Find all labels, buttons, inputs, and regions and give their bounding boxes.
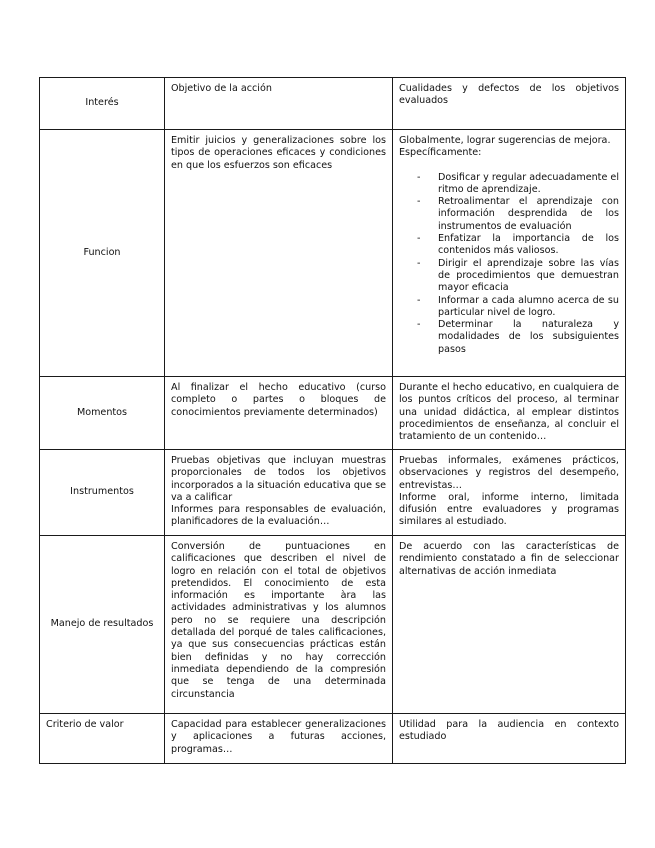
list-item: - Dosificar y regular adecuadamente el ritmo de aprendizaje.	[399, 172, 619, 197]
momentos-objetivo: Al finalizar el hecho educativo (curso completo o partes o bloques de conocimientos previamente determinados)	[165, 377, 393, 450]
funcion-bullet-list	[399, 172, 619, 356]
instrumentos-objetivo	[165, 450, 393, 536]
instrumentos-objetivo-p1: Pruebas objetivas que incluyan muestras proporcionales de todos los objetivos incorporados a la situación educativa que se va a calificar	[171, 455, 386, 503]
list-item: - Informar a cada alumno acerca de su particular nivel de logro.	[399, 295, 619, 320]
table-row-instrumentos	[40, 450, 626, 536]
table-row-criterio	[40, 714, 626, 764]
list-item: - Determinar la naturaleza y modalidades de los subsiguientes pasos	[399, 319, 619, 356]
criterio-objetivo: Capacidad para establecer generalizaciones y aplicaciones a futuras acciones, programas…	[165, 714, 393, 764]
header-objetivo: Objetivo de la acción	[165, 78, 393, 130]
funcion-intro-especifico: Específicamente:	[399, 147, 482, 159]
instrumentos-objetivo-p2: Informes para responsables de evaluación, planificadores de la evaluación…	[171, 504, 386, 528]
row-label-momentos: Momentos	[40, 377, 165, 450]
list-item: - Enfatizar la importancia de los contenidos más valiosos.	[399, 233, 619, 258]
list-item: - Dirigir el aprendizaje sobre las vías de procedimientos que demuestran mayor eficacia	[399, 258, 619, 295]
row-label-instrumentos: Instrumentos	[40, 450, 165, 536]
list-item: - Retroalimentar el aprendizaje con información desprendida de los instrumentos de evaluación	[399, 196, 619, 233]
funcion-cualidades	[393, 130, 626, 377]
evaluation-table	[39, 77, 626, 764]
manejo-objetivo: Conversión de puntuaciones en calificaciones que describen el nivel de logro en relación con el total de objetivos pretendidos. El conocimiento de esta información es importante àra las actividades administrativas y los alumnos pero no se requiere una descripción detallada del porqué de tales calificaciones, ya que sus consecuencias prácticas están bien definidas y no hay corrección inmediata dependiendo de la compresión que se tenga de una determinada circunstancia	[165, 536, 393, 714]
momentos-cualidades: Durante el hecho educativo, en cualquiera de los puntos críticos del proceso, al terminar una unidad didáctica, al emplear distintos procedimientos de enseñanza, al concluir el tratamiento de un contenido…	[393, 377, 626, 450]
table-header-row	[40, 78, 626, 130]
criterio-cualidades: Utilidad para la audiencia en contexto estudiado	[393, 714, 626, 764]
manejo-cualidades: De acuerdo con las características de rendimiento constatado a fin de seleccionar alternativas de acción inmediata	[393, 536, 626, 714]
funcion-intro-global: Globalmente, lograr sugerencias de mejora.	[399, 135, 611, 146]
instrumentos-cualidades	[393, 450, 626, 536]
row-label-manejo: Manejo de resultados	[40, 536, 165, 714]
funcion-objetivo: Emitir juicios y generalizaciones sobre los tipos de operaciones eficaces y condiciones en que los esfuerzos son eficaces	[165, 130, 393, 377]
instrumentos-cualidades-p2: Informe oral, informe interno, limitada difusión entre evaluadores y programas similares al estudiado.	[399, 491, 619, 528]
table-row-manejo	[40, 536, 626, 714]
table-row-funcion	[40, 130, 626, 377]
header-cualidades: Cualidades y defectos de los objetivos evaluados	[393, 78, 626, 130]
row-label-criterio: Criterio de valor	[40, 714, 165, 764]
instrumentos-cualidades-p1: Pruebas informales, exámenes prácticos, observaciones y registros del desempeño, entrevistas…	[399, 455, 619, 491]
row-label-funcion: Funcion	[40, 130, 165, 377]
header-interes: Interés	[40, 78, 165, 130]
table-row-momentos	[40, 377, 626, 450]
